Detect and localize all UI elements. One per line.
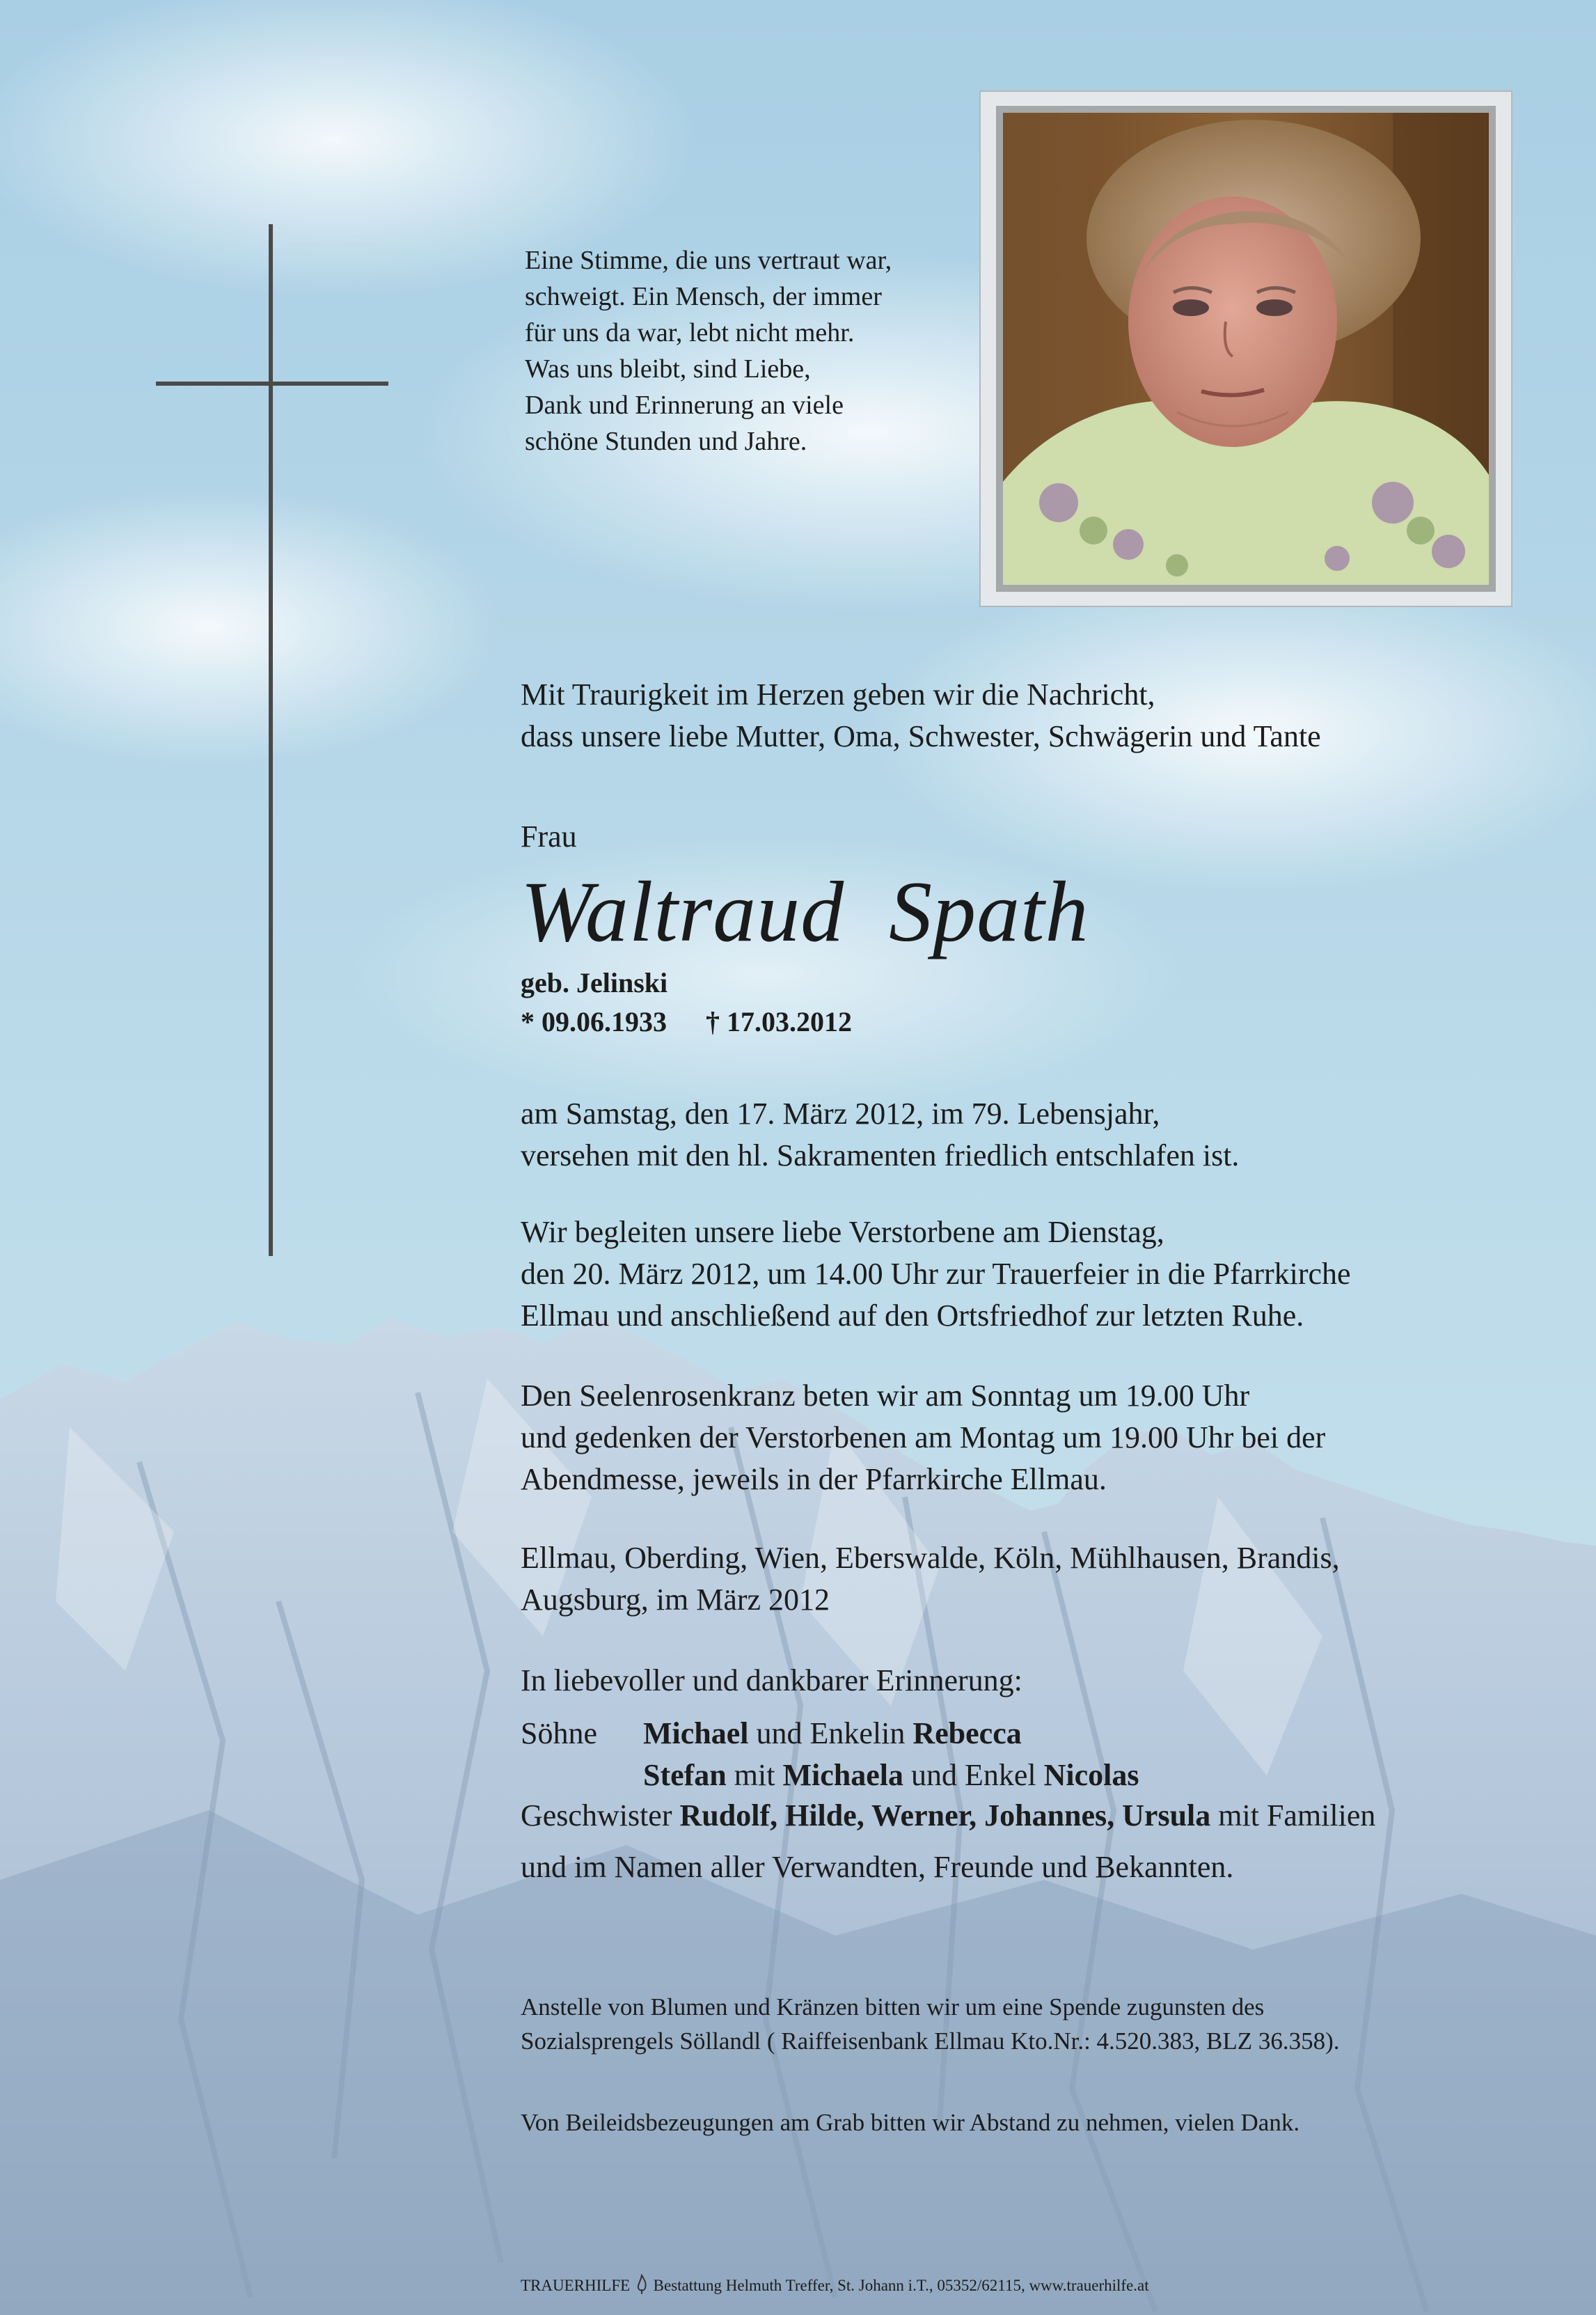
places-date: Ellmau, Oberding, Wien, Eberswalde, Köln, Mühlhausen, Brandis, Augsburg, im März 2012 <box>521 1541 1340 1617</box>
intro-text: Mit Traurigkeit im Herzen geben wir die Nachricht, dass unsere liebe Mutter, Oma, Schwester, Schwägerin und Tante <box>521 677 1321 753</box>
family-siblings-line: Geschwister Rudolf, Hilde, Werner, Johannes, Ursula mit Familien <box>521 1798 1376 1833</box>
footer-imprint <box>521 2274 1149 2296</box>
portrait-photo <box>1003 113 1489 585</box>
portrait-frame <box>979 91 1512 607</box>
salutation: Frau <box>521 819 577 854</box>
cross-horizontal <box>156 382 388 386</box>
footer-brand: TRAUERHILFE <box>521 2277 631 2294</box>
family-sons-line-2: Stefan mit Michaela und Enkel Nicolas <box>643 1758 1139 1792</box>
death-notice-paragraph: am Samstag, den 17. März 2012, im 79. Lebensjahr, versehen mit den hl. Sakramenten friedlich entschlafen ist. <box>521 1097 1240 1172</box>
donation-note: Anstelle von Blumen und Kränzen bitten wir um eine Spende zugunsten des Sozialsprengels Söllandl ( Raiffeisenbank Ellmau Kto.Nr.: 4.520.383, BLZ 36.358). <box>521 1993 1340 2055</box>
sons-label: Söhne <box>521 1716 597 1750</box>
life-dates <box>521 1003 852 1042</box>
remembrance-line: In liebevoller und dankbarer Erinnerung: <box>521 1663 1022 1697</box>
poem: Eine Stimme, die uns vertraut war, schweigt. Ein Mensch, der immer für uns da war, lebt nicht mehr. Was uns bleibt, sind Liebe, Dank und Erinnerung an viele schöne Stunden und Jahre. <box>525 246 892 456</box>
rosary-paragraph: Den Seelenrosenkranz beten wir am Sonntag um 19.00 Uhr und gedenken der Verstorbenen am Montag um 19.00 Uhr bei der Abendmesse, jeweils in der Pfarrkirche Ellmau. <box>521 1379 1326 1496</box>
flame-icon <box>634 2274 649 2295</box>
maiden-name: geb. Jelinski <box>521 967 668 998</box>
funeral-paragraph: Wir begleiten unsere liebe Verstorbene am Dienstag, den 20. März 2012, um 14.00 Uhr zur Trauerfeier in die Pfarrkirche Ellmau und anschließend auf den Ortsfriedhof zur letzten Ruhe. <box>521 1215 1351 1333</box>
condolence-note: Von Beileidsbezeugungen am Grab bitten wir Abstand zu nehmen, vielen Dank. <box>521 2109 1300 2136</box>
family-sons-line-1: Söhne Michael und Enkelin Rebecca <box>521 1713 1022 1755</box>
family-closing-line: und im Namen aller Verwandten, Freunde und Bekannten. <box>521 1850 1234 1884</box>
birth-date: * 09.06.1933 <box>521 1006 667 1037</box>
deceased-name: Waltraud Spath <box>521 864 1089 959</box>
death-date: † 17.03.2012 <box>706 1006 852 1037</box>
footer-text: Bestattung Helmuth Treffer, St. Johann i.T., 05352/62115, www.trauerhilfe.at <box>649 2277 1149 2294</box>
cross-vertical <box>269 224 273 1256</box>
